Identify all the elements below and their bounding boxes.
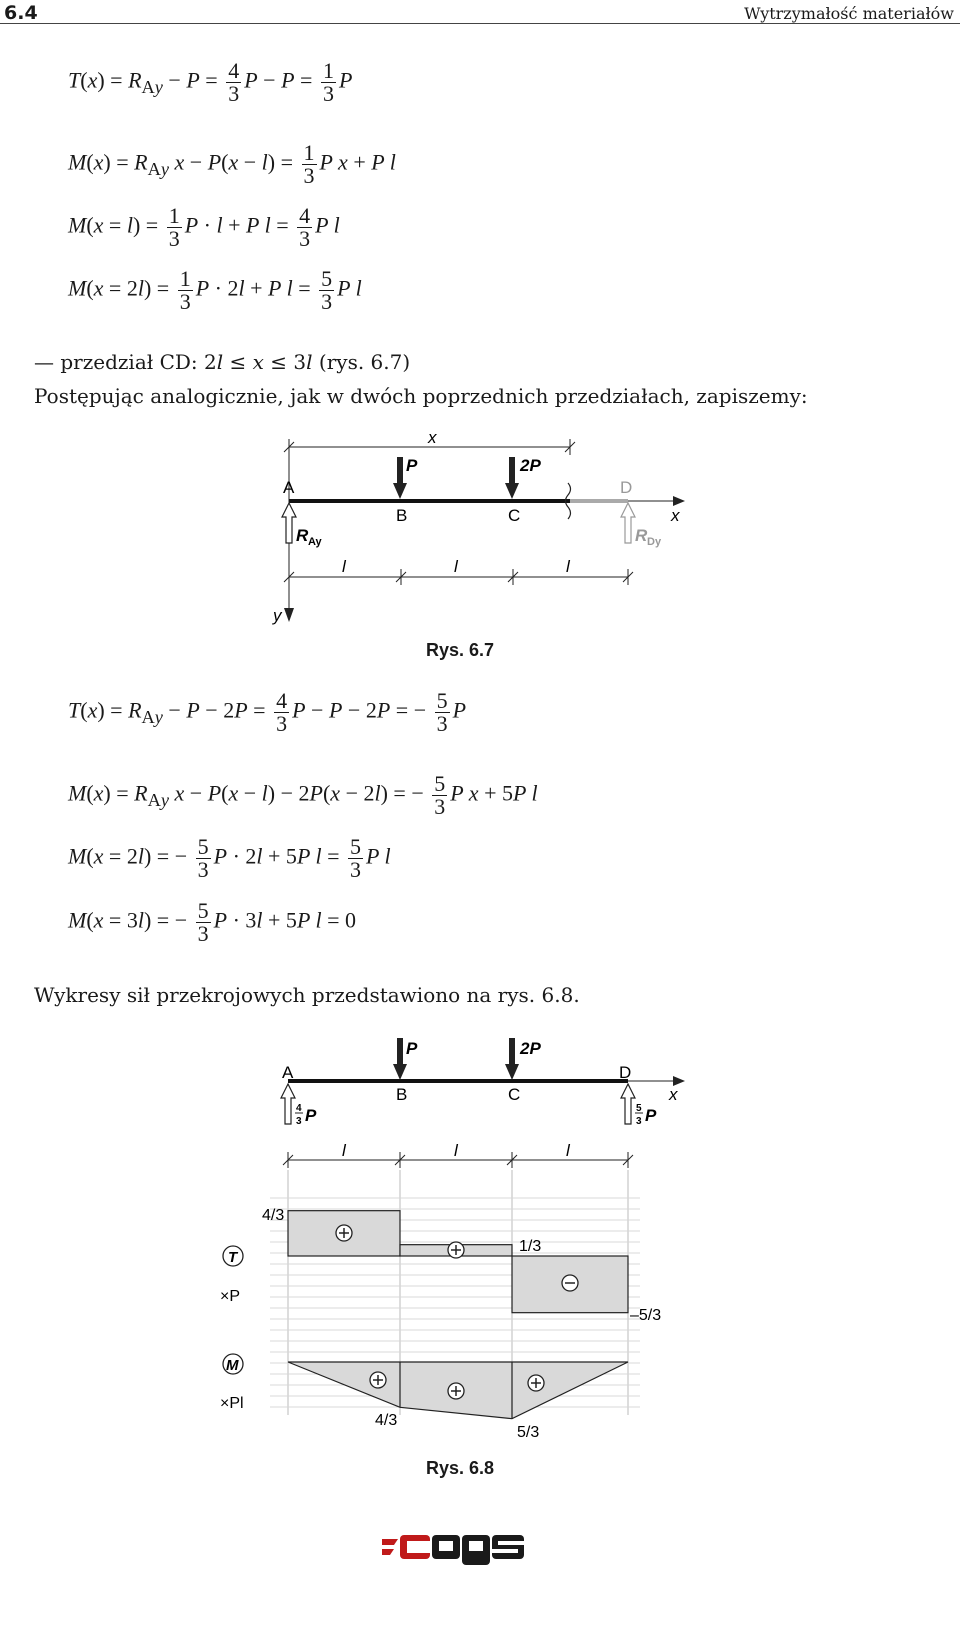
moment-label-4-3: 4/3 (375, 1412, 398, 1429)
reaction-a-num: 4 (296, 1103, 302, 1114)
figure-6-8-caption: Rys. 6.8 (426, 1458, 495, 1478)
point-c: C (508, 506, 521, 525)
span-1-label: l (342, 557, 346, 576)
fig68-point-c: C (508, 1085, 521, 1104)
shear-sign-plus-1 (336, 1225, 352, 1241)
point-a: A (283, 478, 295, 497)
shear-sign-minus (562, 1275, 578, 1291)
book-title: Wytrzymałość materiałów (744, 4, 954, 23)
figure-6-8 (210, 1030, 700, 1455)
equation-moment-cd: $M(x) = R_{Ay}$ x − P(x − l) − 2P(x − 2l) = − $\frac{5}{3}$ P x + 5P l (68, 771, 538, 819)
moment-badge-letter: M (226, 1357, 239, 1374)
equation-moment-bc: $M(x) = R_{Ay}$ x − P(x − l) = $\frac{1}{3}$ P x + P l (68, 140, 396, 188)
fig68-point-a: A (282, 1063, 294, 1082)
fig68-point-b: B (396, 1085, 408, 1104)
span-3-label: l (566, 557, 570, 576)
reaction-a-subscript: Ay (308, 536, 322, 548)
reaction-d-unit: P (645, 1106, 657, 1125)
equation-moment-cd-at-2l: M(x = 2l) = − $\frac{5}{3}$ P · 2l + 5P l = $\frac{5}{3}$ P l (68, 834, 391, 882)
span-2-label: l (454, 557, 458, 576)
x-dimension-label: x (428, 428, 437, 447)
caps-logo (380, 1525, 530, 1567)
x-axis-label: x (671, 506, 680, 525)
reaction-d-subscript: Dy (647, 536, 662, 548)
moment-unit: ×Pl (220, 1395, 244, 1412)
equation-moment-cd-at-3l: M(x = 3l) = − $\frac{5}{3}$ P · 3l + 5P l = 0 (68, 898, 357, 946)
shear-badge (223, 1246, 243, 1266)
shear-label-1-3: 1/3 (519, 1238, 542, 1255)
moment-label-5-3: 5/3 (517, 1424, 540, 1441)
reaction-d-symbol: R (635, 526, 648, 545)
shear-sign-plus-2 (448, 1242, 464, 1258)
moment-sign-plus-3 (528, 1375, 544, 1391)
shear-badge-letter: T (228, 1249, 238, 1266)
page-number: 6.4 (4, 2, 38, 24)
equation-moment-at-l: M(x = l) = $\frac{1}{3}$ P · l + P l = $\frac{4}{3}$ P l (68, 203, 340, 251)
moment-sign-plus-1 (370, 1372, 386, 1388)
shear-label-5-3: –5/3 (630, 1307, 662, 1324)
shear-label-4-3: 4/3 (262, 1207, 285, 1224)
reaction-a-unit: P (305, 1106, 317, 1125)
equation-moment-at-2l: M(x = 2l) = $\frac{1}{3}$ P · 2l + P l = $\frac{5}{3}$ P l (68, 266, 362, 314)
reaction-d-den: 3 (636, 1116, 642, 1127)
equation-shear-cd: $T(x) = R_{Ay} - P - 2P$ = $\frac{4}{3}$ P − P − 2P = − $\frac{5}{3}$ P (68, 688, 467, 736)
fig68-span-1: l (342, 1141, 346, 1160)
point-b: B (396, 506, 408, 525)
fig68-x-label: x (669, 1085, 678, 1104)
figure-6-7 (270, 425, 700, 635)
reaction-a-symbol: R (296, 526, 309, 545)
y-axis-label: y (273, 606, 282, 625)
equation-shear-bc: $T(x) = R_{Ay} - P$ = $\frac{4}{3}$ P − P = $\frac{1}{3}$ P (68, 58, 353, 106)
figure-6-7-caption: Rys. 6.7 (426, 640, 495, 660)
load-2p-label: 2P (520, 456, 541, 475)
fig68-load-2p: 2P (520, 1039, 541, 1058)
analogous-text: Postępując analogicznie, jak w dwóch poprzednich przedziałach, zapiszemy: (34, 384, 808, 408)
moment-badge (223, 1354, 243, 1374)
interval-cd-text: — przedział CD: 2l ≤ x ≤ 3l (rys. 6.7) (34, 350, 411, 374)
shear-unit: ×P (220, 1288, 241, 1305)
fig68-load-p: P (406, 1039, 418, 1058)
header-rule (0, 23, 960, 24)
summary-text: Wykresy sił przekrojowych przedstawiono na rys. 6.8. (34, 983, 580, 1007)
moment-sign-plus-2 (448, 1383, 464, 1399)
reaction-a-den: 3 (296, 1116, 302, 1127)
reaction-d-num: 5 (636, 1103, 642, 1114)
fig68-span-3: l (566, 1141, 570, 1160)
load-p-label: P (406, 456, 418, 475)
fig68-span-2: l (454, 1141, 458, 1160)
fig68-point-d: D (619, 1063, 632, 1082)
point-d: D (620, 478, 633, 497)
